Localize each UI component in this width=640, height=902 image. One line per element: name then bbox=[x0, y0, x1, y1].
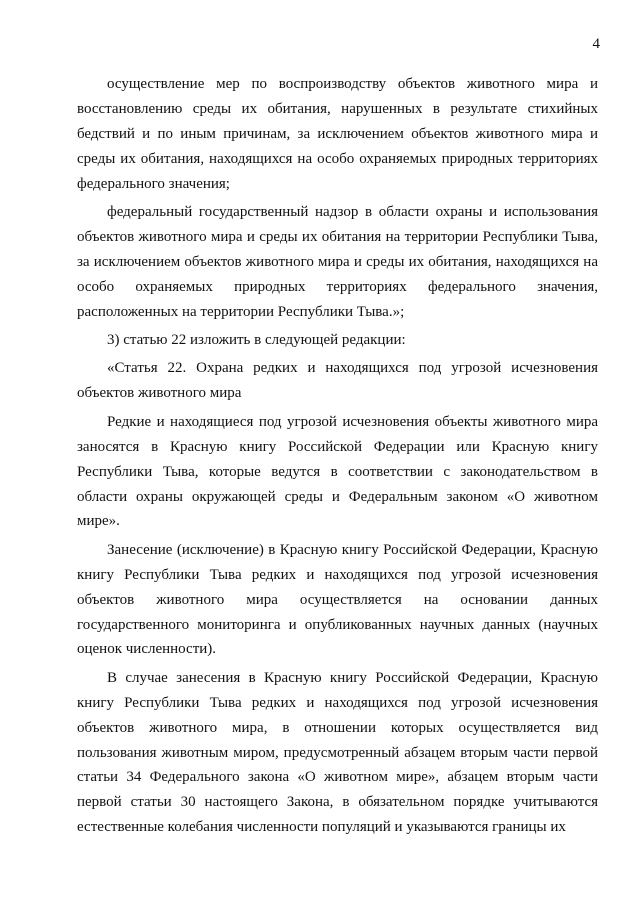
paragraph-2: федеральный государственный надзор в области охраны и использования объектов животного мира и среды их обитания на территории Республики Тыва, за исключением объектов животного мира и среды их обитания, находящихся на особо охраняемых природных территориях федерального значения, расположенных на территории Республики Тыва.»; bbox=[77, 204, 598, 320]
paragraph-7: В случае занесения в Красную книгу Российской Федерации, Красную книгу Республики Тыва редких и находящихся под угрозой исчезновения объектов животного мира, в отношении которых осуществляется вид пользования животным миром, предусмотренный абзацем вторым части первой статьи 34 Федерального закона «О животном мире», абзацем вторым части первой статьи 30 настоящего Закона, в обязательном порядке учитываются естественные колебания численности популяций и указываются границы их bbox=[77, 669, 598, 836]
page-number: 4 bbox=[592, 36, 600, 52]
document-body bbox=[77, 72, 598, 840]
paragraph-3: 3) статью 22 изложить в следующей редакции: bbox=[107, 332, 406, 349]
article-heading: «Статья 22. Охрана редких и находящихся под угрозой исчезновения объектов животного мира bbox=[77, 360, 598, 402]
paragraph-1: осуществление мер по воспроизводству объектов животного мира и восстановлению среды их обитания, нарушенных в результате стихийных бедствий и по иным причинам, за исключением объектов животного мира и среды их обитания, находящихся на особо охраняемых природных территориях федерального значения; bbox=[77, 76, 598, 192]
paragraph-6: Занесение (исключение) в Красную книгу Российской Федерации, Красную книгу Республики Тыва редких и находящихся под угрозой исчезновения объектов животного мира осуществляется на основании данных государственного мониторинга и опубликованных научных данных (научных оценок численности). bbox=[77, 541, 598, 658]
paragraph-5: Редкие и находящиеся под угрозой исчезновения объекты животного мира заносятся в Красную книгу Российской Федерации или Красную книгу Республики Тыва, которые ведутся в соответствии с законодательством в области охраны окружающей среды и Федеральным законом «О животном мире». bbox=[77, 413, 598, 530]
